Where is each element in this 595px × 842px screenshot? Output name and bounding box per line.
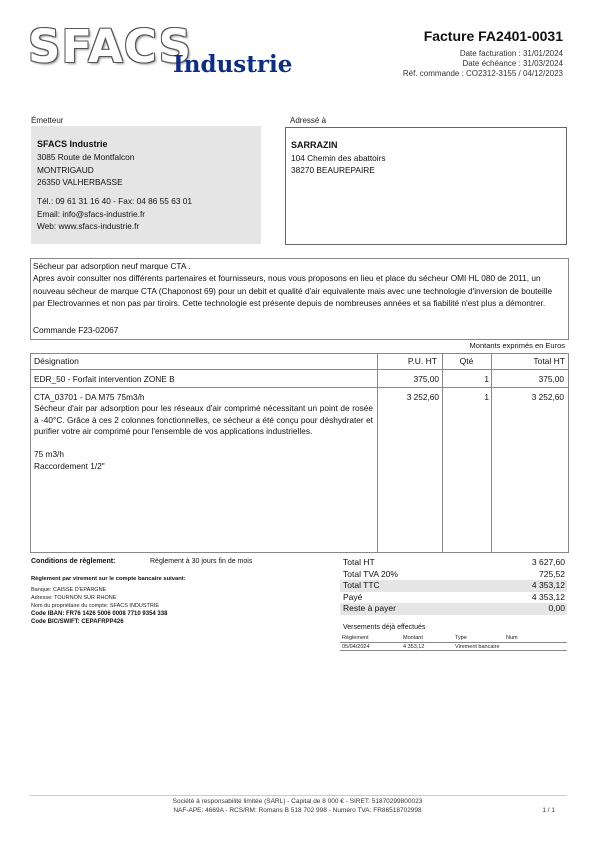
table-row-total: 3 252,60 [531, 392, 564, 402]
footer-divider [30, 795, 567, 796]
payment-conditions-value: Règlement à 30 jours fin de mois [150, 558, 253, 565]
payment-amount: 4 353,12 [403, 643, 425, 650]
table-row-designation: EDR_50 - Forfait intervention ZONE B [34, 374, 175, 384]
paid-row [340, 592, 567, 604]
emitter-label: Émetteur [31, 116, 64, 125]
footer-line2: NAF-APE: 4669A - RCS/RM: Romans B 518 702 998 - Numéro TVA: FR86518702998 [173, 807, 422, 814]
table-row-designation: CTA_03701 - DA M75 75m3/h [34, 392, 145, 402]
payments-done-title: Versements déjà effectués [343, 624, 426, 631]
total-tva-label: Total TVA 20% [343, 568, 398, 579]
table-row-flow: 75 m3/h [34, 449, 64, 459]
iban: Code IBAN: FR76 1426 5006 0008 7710 9354 338 [31, 611, 168, 617]
company-logo-suffix: Industrie [173, 51, 293, 78]
table-row-quantity: 1 [484, 392, 489, 402]
table-row-unit-price: 375,00 [413, 374, 439, 384]
col-unit-price: P.U. HT [377, 354, 437, 370]
emitter-address2: MONTRIGAUD [37, 164, 94, 175]
bank-name: Banque: CAISSE D'EPARGNE [31, 587, 107, 593]
items-table [30, 353, 569, 553]
order-reference: Réf. commande : CO2312-3155 / 04/12/2023 [402, 69, 563, 78]
description-body: Apres avoir consulter nos différents partenaires et fournisseurs, nous vous proposons en lieu et place du sécheur OMI HL 080 de 2011, un nouveau sécheur de marque CTA (Chaponost 69) pour un debit et qualité d'air equivalente mais avec une technologie d'inversion de bouteille par Electrovannes et non pas par tiroirs. Cette technologie est présente depuis de nombreuses années et sa fiabilité n'est plus a démontrer. [33, 273, 553, 308]
recipient-address1: 104 Chemin des abattoirs [291, 153, 386, 163]
remaining-label: Reste à payer [343, 603, 396, 613]
description-title: Sécheur par adsorption neuf marque CTA . [33, 261, 191, 271]
order-number: Commande F23-02067 [33, 325, 119, 335]
transfer-title: Règlement par virement sur le compte bancaire suivant: [31, 576, 186, 582]
recipient-label: Adressé à [290, 116, 327, 125]
invoice-due-date: Date échéance : 31/03/2024 [462, 59, 563, 68]
emitter-address1: 3085 Route de Montfalcon [37, 152, 135, 162]
col-designation: Désignation [34, 354, 79, 370]
table-row-connection: Raccordement 1/2" [34, 460, 105, 471]
table-row-total: 375,00 [538, 374, 564, 384]
account-owner: Nom du propriétaire du compte: SFACS INDUSTRIE [31, 603, 160, 609]
payment-type: Virement bancaire [455, 643, 500, 650]
description-box [30, 258, 569, 340]
invoice-title: Facture FA2401-0031 [423, 28, 563, 44]
payments-col-payment: Règlement [342, 635, 369, 641]
total-ht-row [340, 557, 567, 569]
emitter-box [31, 126, 261, 244]
table-row-unit-price: 3 252,60 [406, 392, 439, 402]
col-quantity: Qté [442, 354, 491, 370]
payments-done-table [340, 634, 567, 650]
company-logo: SFACS [28, 20, 193, 73]
payments-col-num: Num [506, 635, 518, 641]
remaining-row [340, 603, 567, 615]
emitter-phone: Tél.: 09 61 31 16 40 - Fax: 04 86 55 63 01 [37, 196, 192, 206]
invoice-date: Date facturation : 31/01/2024 [459, 49, 563, 58]
recipient-box [285, 127, 567, 245]
recipient-address2: 38270 BEAUREPAIRE [291, 165, 375, 175]
total-tva-value: 725,52 [539, 568, 565, 579]
page-number: 1 / 1 [542, 807, 555, 814]
total-ht-value: 3 627,60 [531, 557, 565, 567]
total-ht-label: Total HT [343, 557, 375, 567]
recipient-name: SARRAZIN [291, 140, 338, 150]
payment-conditions-label: Conditions de règlement: [31, 558, 116, 565]
amounts-note: Montants exprimés en Euros [469, 341, 565, 350]
footer-line1: Société à responsabilité limitée (SARL) - Capital de 8 000 € - SIRET: 51870299800023 [172, 798, 423, 805]
total-tva-row [340, 569, 567, 581]
payments-col-type: Type [455, 635, 467, 641]
bank-address: Adresse: TOURNON SUR RHONE [31, 595, 117, 601]
total-ttc-value: 4 353,12 [531, 580, 565, 590]
total-ttc-row [340, 580, 567, 592]
emitter-address3: 26350 VALHERBASSE [37, 177, 123, 187]
emitter-name: SFACS Industrie [37, 139, 108, 149]
bic: Code BIC/SWIFT: CEPAFRPP426 [31, 619, 124, 625]
paid-label: Payé [343, 591, 363, 602]
emitter-email[interactable]: Email: info@sfacs-industrie.fr [37, 208, 146, 219]
emitter-website[interactable]: Web: www.sfacs-industrie.fr [37, 221, 140, 231]
payment-date: 05/04/2024 [342, 643, 370, 650]
table-row-details: Sécheur d'air par adsorption pour les réseaux d'air comprimé nécessitant un point de rosée à -40°C. Grâce à ces 2 colonnes fonctionnelles, ce sécheur a été conçu pour déshydrater et purifier votre air comprimé pour l'ensemble de vos applications industrielles. [34, 403, 373, 436]
paid-value: 4 353,12 [531, 591, 565, 602]
total-ttc-label: Total TTC [343, 580, 380, 590]
payments-col-amount: Montant [403, 635, 423, 641]
table-row-quantity: 1 [484, 374, 489, 384]
remaining-value: 0,00 [548, 603, 565, 613]
col-total: Total HT [491, 354, 565, 370]
